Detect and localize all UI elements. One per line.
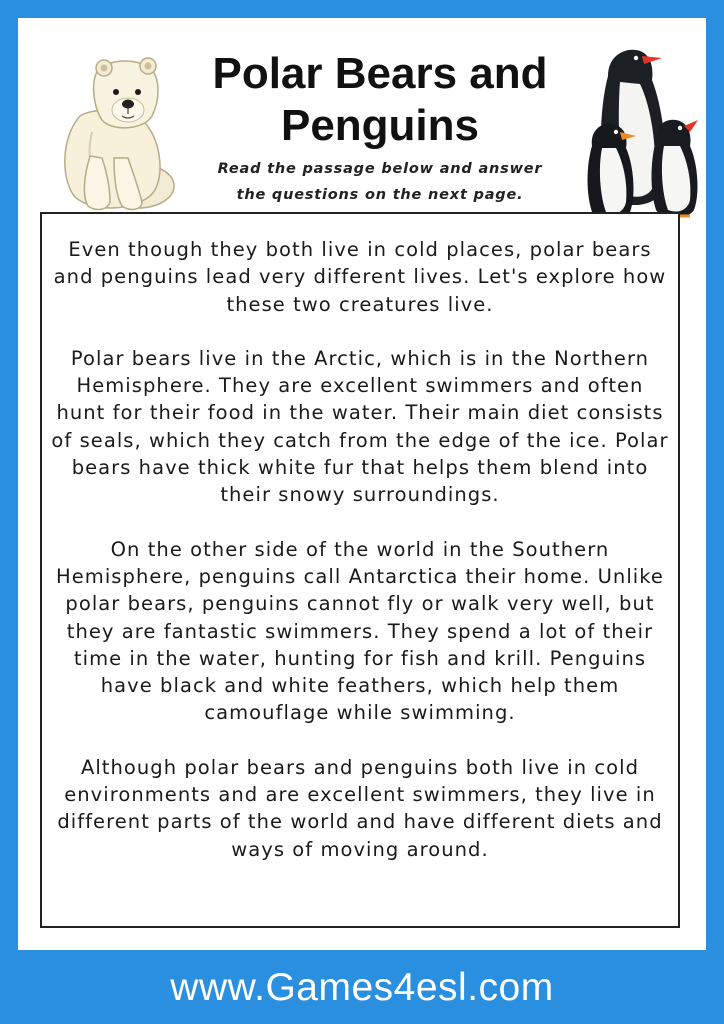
reading-passage [40, 212, 680, 928]
passage-paragraph-4: Although polar bears and penguins both live in cold environments and are excellent swimmers, they live in different parts of the world and have different diets and ways of moving around. [57, 755, 663, 861]
penguins-icon [578, 36, 702, 222]
instructions-line-2: the questions on the next page. [236, 187, 524, 203]
website-url: www.Games4esl.com [170, 966, 554, 1009]
polar-bear-icon [40, 36, 180, 216]
title-line-2: Penguins [280, 101, 480, 150]
passage-paragraph-1: Even though they both live in cold places, polar bears and penguins lead very different lives. Let's explore how these two creatures live. [53, 238, 667, 316]
passage-paragraph-3: On the other side of the world in the Southern Hemisphere, penguins call Antarctica their home. Unlike polar bears, penguins cannot fly or walk very well, but they are fantastic swimmers. They spend a lot of their time in the water, hunting for fish and krill. Penguins have black and white feathers, which help them camouflage while swimming. [56, 537, 664, 725]
instructions-line-1: Read the passage below and answer [217, 161, 543, 177]
title-line-1: Polar Bears and [212, 49, 548, 98]
worksheet-page [18, 18, 706, 950]
page-title [168, 48, 592, 152]
passage-paragraph-2: Polar bears live in the Arctic, which is in the Northern Hemisphere. They are excellent swimmers and often hunt for their food in the water. Their main diet consists of seals, which they catch from the edge of the ice. Polar bears have thick white fur that helps them blend into their snowy surroundings. [51, 346, 669, 507]
instructions [188, 156, 572, 208]
